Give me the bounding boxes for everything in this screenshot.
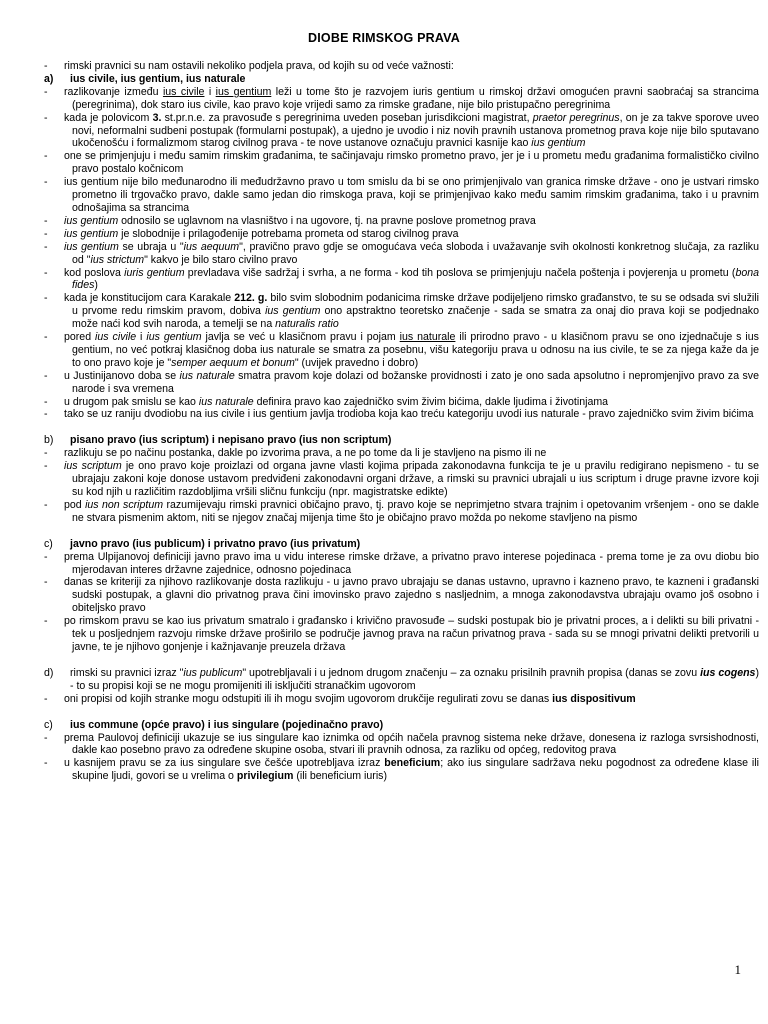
text-run: danas se kriteriji za njihovo razlikovanje dosta razlikuju - u javno pravo ubrajaju se danas ustavno, upravno i kazneno pravo, te kazneni i građanski sudski postupak, a glavni dio privatnog prava čini imovinsko pravo zajedno s nasljednim, a mnoga zakonodavstva ubrajaju ovamo još osobno i obiteljsko pravo xyxy=(64,576,759,615)
text-run: ius naturale xyxy=(399,331,456,344)
text-run: se ubraja u " xyxy=(118,240,184,253)
text-run: ) xyxy=(94,279,98,292)
section-heading xyxy=(44,73,759,86)
text-run: ili prirodno pravo - u klasičnom pravu se ono izjednačuje s ius gentium, no već potkraj klasičnog doba ius naturale se smatra za posebnu, višu kategoriju prava u odnosu na ius civile, te se za njega kaže da je to ono pravo koje je " xyxy=(72,331,759,369)
text-run: ius gentium xyxy=(531,137,586,150)
text-run: po rimskom pravu se kao ius privatum smatralo i građansko i krivično pravosuđe – sudski postupak bio je privatni proces, a i delikti su bili privatni - tek u posljednjem razvoju rimske države proširilo se područje javnog prava na račun privatnog prava - sada su se mnogi privatni delikti pretvorili u javne, te je njihovo gonjenje i kažnjavanje preuzela država xyxy=(64,615,759,653)
bullet-dash: - xyxy=(44,214,48,227)
text-run: ; ako ius singulare sadržava neku pogodnost za određene klase ili skupine ljudi, govori se u vrelima o xyxy=(72,757,759,783)
bullet-dash: - xyxy=(44,85,48,98)
text-run: privilegium xyxy=(236,770,294,783)
list-item xyxy=(44,447,759,460)
text-run: bilo svim slobodnim podanicima rimske države podijeljeno rimsko građanstvo, te su se odsada svi služili u prvome redu rimskim pravom, dobiva xyxy=(72,292,759,318)
text-run: ius non scriptum xyxy=(85,498,164,511)
text-run: ius dispositivum xyxy=(552,692,636,705)
text-run: i xyxy=(136,331,147,344)
text-run: ius strictum xyxy=(90,253,145,266)
text-run: u Justinijanovo doba se xyxy=(64,369,180,382)
text-run: oni propisi od kojih stranke mogu odstupiti ili ih mogu svojim ugovorom drukčije regulirati zovu se danas xyxy=(64,692,553,705)
section-label: a) xyxy=(44,72,54,85)
section-label: b) xyxy=(44,434,54,447)
section-gap xyxy=(44,654,759,667)
text-run: i xyxy=(204,85,216,98)
item-text xyxy=(64,732,759,758)
text-run: ius naturale xyxy=(179,369,235,382)
text-run: leži u tome što je razvojem iuris gentium u rimskoj državi omogućen pravni saobraćaj sa strancima (peregrinima), dok staro ius civile, kao pravo koje vrijedi samo za rimske građane, nije bilo pristupačno peregrinima xyxy=(72,85,759,111)
bullet-dash: - xyxy=(44,757,48,770)
item-text xyxy=(64,292,759,331)
text-run: pod xyxy=(64,498,86,511)
text-run: 212. g. xyxy=(234,292,268,305)
text-run: one se primjenjuju i među samim rimskim građanima, te sačinjavaju rimsko prometno pravo, jer je i u prometu među građanima formalističko civilno pravo postalo kočnicom xyxy=(64,150,759,176)
bullet-dash: - xyxy=(44,576,48,589)
bullet-dash: - xyxy=(44,227,48,240)
text-run: bona fides xyxy=(72,266,760,292)
list-item xyxy=(44,408,759,421)
text-run: beneficium xyxy=(384,757,441,770)
list-item xyxy=(44,86,759,112)
text-run: ius gentium xyxy=(215,85,272,98)
item-text xyxy=(64,551,759,577)
text-run: iuris gentium xyxy=(124,266,185,279)
text-run: razumijevaju rimski pravnici običajno pravo, tj. pravo koje se neprimjetno stvara trajnim i opetovanim vršenjem - ono se dakle ne stvara pismenim aktom, niti se njegov značaj mijenja time što je običajno pravo možda po nekome stavljeno na pismo xyxy=(72,498,759,524)
item-text xyxy=(64,331,759,370)
section-label: c) xyxy=(44,537,53,550)
bullet-dash: - xyxy=(44,150,48,163)
item-text xyxy=(64,576,759,615)
item-text xyxy=(64,370,759,396)
text-run: " kakvo je bilo staro civilno pravo xyxy=(144,253,298,266)
text-run: definira pravo kao zajedničko svim živim bićima, dakle ljudima i životinjama xyxy=(253,395,609,408)
bullet-dash: - xyxy=(44,550,48,563)
section-label: c) xyxy=(44,718,53,731)
bullet-dash: - xyxy=(44,498,48,511)
text-run: ius gentium xyxy=(146,331,202,344)
bullet-dash: - xyxy=(44,395,48,408)
list-item xyxy=(44,150,759,176)
bullet-dash: - xyxy=(44,447,48,460)
text-run: u drugom pak smislu se kao xyxy=(64,395,199,408)
item-text xyxy=(64,112,759,151)
bullet-dash: - xyxy=(44,292,48,305)
section-heading xyxy=(44,667,759,693)
item-text xyxy=(64,615,759,654)
section-heading-text: ius commune (opće pravo) i ius singulare (pojedinačno pravo) xyxy=(70,718,384,731)
text-run: odnosilo se uglavnom na vlasništvo i na ugovore, tj. na pravne poslove prometnog prava xyxy=(118,214,536,227)
item-text xyxy=(64,267,759,293)
list-item xyxy=(44,693,759,706)
list-item xyxy=(44,228,759,241)
text-run: (ili beneficium iuris) xyxy=(293,770,387,783)
page-number: 1 xyxy=(734,962,741,977)
text-run: je slobodnije i prilagođenije potrebama prometa od starog civilnog prava xyxy=(118,227,459,240)
text-run: ono apstraktno teoretsko značenje - sada se smatra za onaj dio prava koji se podjednako može naći kod svih naroda, a temelji se na xyxy=(72,305,759,331)
text-run: 3. xyxy=(152,111,162,124)
text-run: razlikovanje između xyxy=(64,85,163,98)
item-text xyxy=(64,228,759,241)
text-run: " upotrebljavali i u jednom drugom značenju – za oznaku prisilnih pravnih propisa (danas se zovu xyxy=(242,666,701,679)
text-run: ius gentium xyxy=(64,240,119,253)
text-run: pored xyxy=(64,331,96,344)
list-item xyxy=(44,460,759,499)
text-run: ius gentium xyxy=(64,227,119,240)
item-text xyxy=(64,460,759,499)
bullet-dash: - xyxy=(44,692,48,705)
list-item xyxy=(44,60,759,73)
list-item xyxy=(44,370,759,396)
item-text xyxy=(64,693,759,706)
list-item xyxy=(44,757,759,783)
text-run: kada je konstitucijom cara Karakale xyxy=(64,292,235,305)
list-item xyxy=(44,176,759,215)
text-run: prema Ulpijanovoj definiciji javno pravo ima u vidu interese rimske države, a privatno pravo interese pojedinaca - prema tome je za ovu diobu bio mjerodavan interes državne zajednice, odnosno pojedinaca xyxy=(64,550,759,576)
item-text xyxy=(64,86,759,112)
item-text xyxy=(64,757,759,783)
text-run: ius gentium xyxy=(64,214,119,227)
text-run: ius gentium xyxy=(265,305,321,318)
text-run: ius civile xyxy=(162,85,205,98)
text-run: ius civile xyxy=(95,331,137,344)
text-run: st.pr.n.e. za pravosuđe s peregrinima uveden poseban jurisdikcioni magistrat, xyxy=(161,111,533,124)
document-title: DIOBE RIMSKOG PRAVA xyxy=(308,31,460,45)
text-run: u kasnijem pravu se za ius singulare sve češće upotrebljava izraz xyxy=(64,757,385,770)
text-run: tako se uz raniju dvodiobu na ius civile i ius gentium javlja trodioba koja kao treću kategoriju uvodi ius naturale - pravo zajedničko svim živim bićima xyxy=(64,408,754,421)
bullet-dash: - xyxy=(44,731,48,744)
text-run: ius naturale xyxy=(198,395,254,408)
list-item xyxy=(44,499,759,525)
section-heading xyxy=(44,538,759,551)
bullet-dash: - xyxy=(44,266,48,279)
text-run: ius scriptum xyxy=(64,460,122,473)
section-heading-text xyxy=(70,667,759,692)
list-item xyxy=(44,267,759,293)
item-text xyxy=(64,215,759,228)
document-body xyxy=(44,60,759,783)
item-text xyxy=(64,396,759,409)
list-item xyxy=(44,331,759,370)
list-item xyxy=(44,112,759,151)
text-run: prema Paulovoj definiciji ukazuje se ius singulare kao iznimka od općih načela pravnog sistema neke države, donesena iz razloga svrsishodnosti, dakle kao posebno pravo za određene skupine osoba, stvari ili pravnih odnosa, za razliku od općeg, redovitog prava xyxy=(64,731,759,757)
text-run: je ono pravo koje proizlazi od organa javne vlasti kojima pripada zakonodavna funkcija te je u pravilu redigirano nepismeno - tu se ubrajaju zakoni koje donose ustavom predviđeni zakonodavni organi države, a rimski su pravnici ubrajali u ius scriptum i druge pravne izvore koji su kod njih u različitim razdobljima vršili sličnu funkciju (npr. magistratske edikte) xyxy=(72,460,759,498)
section-heading-text: javno pravo (ius publicum) i privatno pravo (ius privatum) xyxy=(70,537,361,550)
item-text xyxy=(64,447,759,460)
item-text xyxy=(64,408,759,421)
text-run: rimski su pravnici izraz " xyxy=(70,666,184,679)
bullet-dash: - xyxy=(44,176,48,189)
text-run: razlikuju se po načinu postanka, dakle po izvorima prava, a ne po tome da li je stavljeno na pismo ili ne xyxy=(64,447,547,460)
text-run: semper aequum et bonum xyxy=(171,356,295,369)
text-run: ) - to su propisi koji se ne mogu promijeniti ili isključiti stranačkim ugovorom xyxy=(70,666,759,692)
list-item xyxy=(44,292,759,331)
item-text xyxy=(64,241,759,267)
bullet-dash: - xyxy=(44,60,48,72)
list-item xyxy=(44,615,759,654)
bullet-dash: - xyxy=(44,369,48,382)
text-run: kod poslova xyxy=(64,266,125,279)
text-run: kada je polovicom xyxy=(64,111,153,124)
text-run: , on je za takve sporove uveo novi, neformalni sudbeni postupak (formularni postupak), a ujedno je uvodio i niz novih pravnih ustanova prometnog prava koje nije bilo sputavano ukočenošću i formalizmom starog civilnog prava - te nove ustanove označuju pravnici kasnije kao xyxy=(72,111,759,150)
text-run: ius gentium nije bilo međunarodno ili međudržavno pravo u tom smislu da bi se ono primjenjivalo van granica rimske države - ono je ustvari rimsko prometno ili trgovačko pravo, dakle samo jedan dio rimskoga prava, koji se primjenjivao kako među samim rimskim građanima, tako i u pravnim odnošajima sa strancima xyxy=(64,176,759,214)
text-run: ius aequum xyxy=(183,240,240,253)
text-run: smatra pravom koje dolazi od božanske providnosti i zato je ono sada apsolutno i nepromjenjivo pravo za sve narode i sva vremena xyxy=(72,369,759,395)
list-item xyxy=(44,551,759,577)
list-item xyxy=(44,576,759,615)
text-run: ", pravično pravo gdje se omogućava veća sloboda i uvažavanje svih okolnosti konkretnog slučaja, za razliku od " xyxy=(72,240,759,266)
bullet-dash: - xyxy=(44,615,48,628)
list-item xyxy=(44,732,759,758)
text-run: praetor peregrinus xyxy=(532,111,620,124)
bullet-dash: - xyxy=(44,331,48,344)
text-run: ius publicum xyxy=(183,666,243,679)
text-run: prevladava više sadržaj i svrha, a ne forma - kod tih poslova se primjenjuju načela poštenja i povjerenja u prometu ( xyxy=(184,266,736,279)
item-text xyxy=(64,150,759,176)
item-text: rimski pravnici su nam ostavili nekoliko podjela prava, od kojih su od veće važnosti: xyxy=(64,60,454,72)
item-text xyxy=(64,176,759,215)
bullet-dash: - xyxy=(44,408,48,421)
section-heading-text: pisano pravo (ius scriptum) i nepisano pravo (ius non scriptum) xyxy=(70,434,392,447)
section-heading-text: ius civile, ius gentium, ius naturale xyxy=(70,72,246,85)
list-item xyxy=(44,215,759,228)
section-gap xyxy=(44,421,759,434)
text-run: naturalis ratio xyxy=(275,318,339,331)
list-item xyxy=(44,396,759,409)
section-gap xyxy=(44,706,759,719)
item-text xyxy=(64,499,759,525)
section-heading xyxy=(44,719,759,732)
section-gap xyxy=(44,525,759,538)
list-item xyxy=(44,241,759,267)
section-heading xyxy=(44,434,759,447)
text-run: " (uvijek pravedno i dobro) xyxy=(294,356,419,369)
section-label: d) xyxy=(44,666,54,679)
bullet-dash: - xyxy=(44,111,48,124)
text-run: javlja se već u klasičnom pravu i pojam xyxy=(201,331,400,344)
bullet-dash: - xyxy=(44,240,48,253)
bullet-dash: - xyxy=(44,460,48,473)
text-run: ius cogens xyxy=(700,666,756,679)
